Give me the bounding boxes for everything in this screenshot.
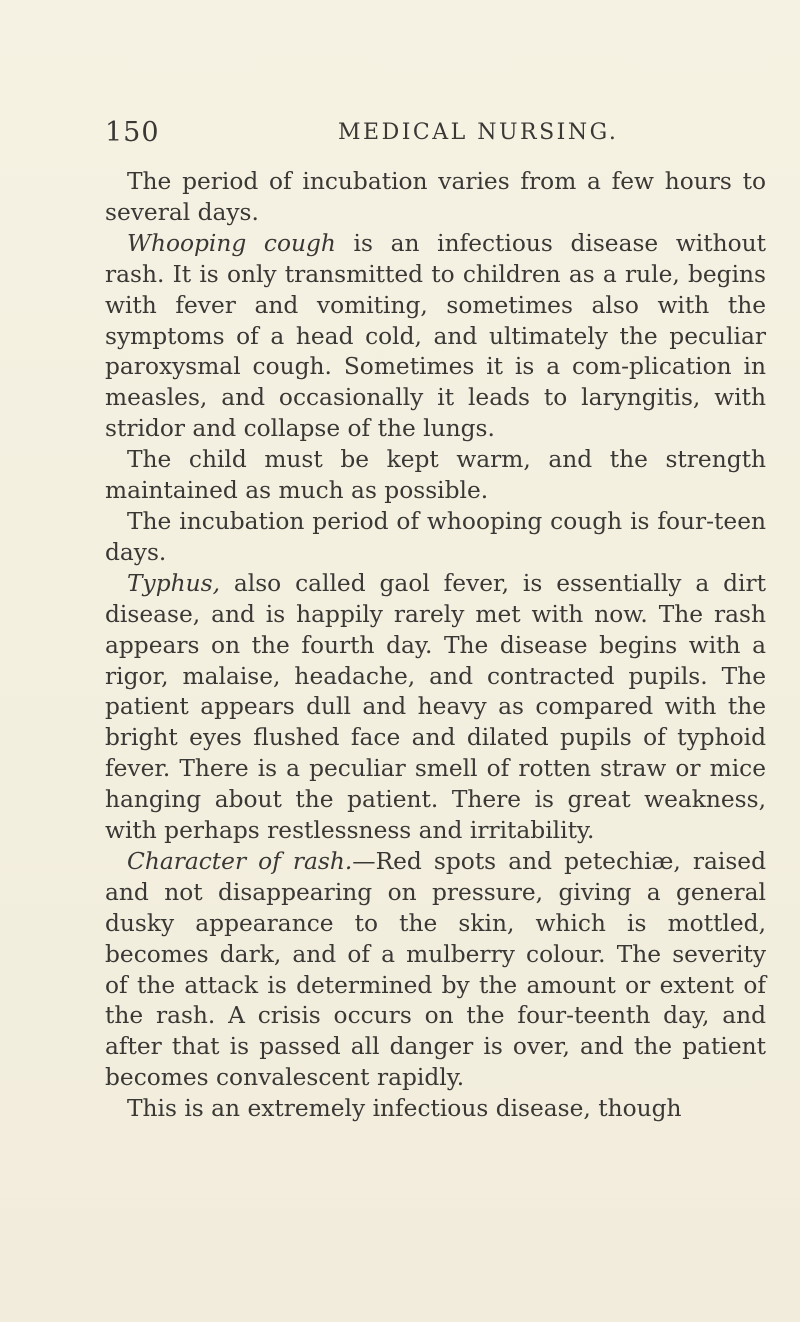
paragraph-typhus [105,569,766,847]
paragraph-text: The period of incubation varies from a few hours to several days. [105,168,766,226]
running-title: MEDICAL NURSING. [338,120,619,145]
typhus-heading: Typhus, [127,569,220,597]
paragraph-whooping-incubation [105,507,766,569]
paragraph-text: —Red spots and petechiæ, raised and not disappearing on pressure, giving a general dusky appearance to the skin, which is mottled, becomes dark, and of a mulberry colour. The severity of the attack is determined by the amount or extent of the rash. A crisis occurs on the four-teenth day, and after that is passed all danger is over, and the patient becomes convalescent rapidly. [105,847,766,1092]
running-head [105,117,690,157]
paragraph-infectious [105,1094,766,1125]
paragraph-text: also called gaol fever, is essentially a dirt disease, and is happily rarely met with now. The rash appears on the fourth day. The disease begins with a rigor, malaise, headache, and contracted pupils. The patient appears dull and heavy as compared with the bright eyes flushed face and dilated pupils of typhoid fever. There is a peculiar smell of rotten straw or mice hanging about the patient. There is great weakness, with perhaps restlessness and irritability. [105,569,766,845]
paragraph-character-of-rash [105,847,766,1094]
paragraph-text: The incubation period of whooping cough is four-teen days. [105,507,766,566]
whooping-cough-heading: Whooping cough [127,229,336,257]
paragraph-whooping-cough [105,229,766,445]
paragraph-text: This is an extremely infectious disease, though [127,1095,682,1123]
paragraph-care [105,445,766,507]
paragraph-text: The child must be kept warm, and the strength maintained as much as possible. [105,446,766,505]
paragraph-incubation [105,167,766,229]
paragraph-text: is an infectious disease without rash. It is only transmitted to children as a rule, begins with fever and vomiting, sometimes also with the symptoms of a head cold, and ultimately the peculiar paroxysmal cough. Sometimes it is a com-plication in measles, and occasionally it leads to laryngitis, with stridor and collapse of the lungs. [105,229,766,443]
character-of-rash-heading: Character of rash. [127,847,353,875]
page-number: 150 [105,117,160,148]
body-text [105,167,766,1125]
